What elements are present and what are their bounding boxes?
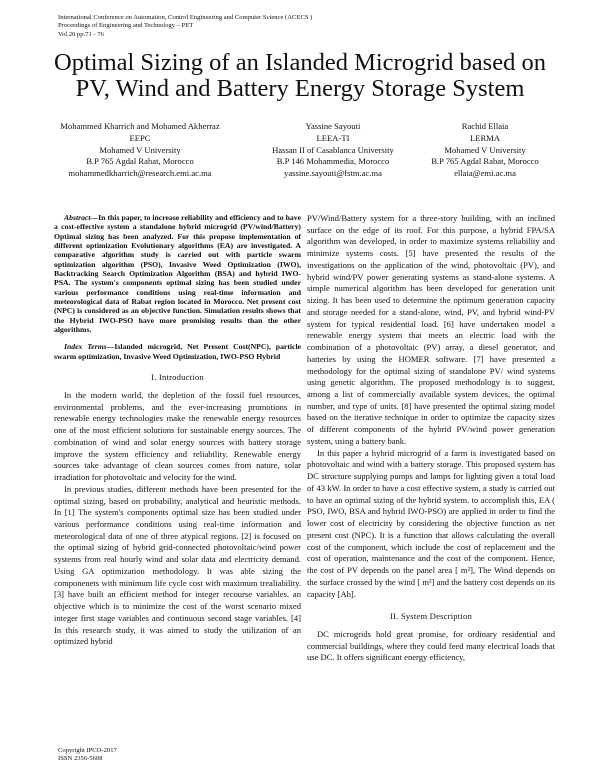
- right-paragraph-1: PV/Wind/Battery system for a three-story building, with an inclined surface on the edge of its roof. For this purpose, a hybrid FPA/SA algorithm was developed, in order to maximize systems reliability and minimize systems costs. [5] have presented the results of the investigations on the application of the wind, photovoltaic (PV), and hybrid wind/PV power generating systems as stand-alone systems. A simple numerical algorithm has been developed for generation unit sizing. It has been used to determine the optimum generation capacity and storage needed for a stand-alone, wind, PV, and hybrid wind-PV system for typical residential load. [6] have undertaken model a renewable energy system that meets an electric load with the combination of a photovoltaic (PV) array, a diesel generator, and batteries by using the HOMER software. [7] have presented a methodology for the optimal sizing of standalone PV/ wind systems using genetic algorithm. The proposed methodology is to suggest, among a list of commercially available system devices, the optimal number, and type of units. [8] have presented the optimal sizing model based on the iterative technique in order to optimize the capacity sizes of different components of the hybrid PV/wind power generation system, using a battery bank.: [307, 213, 555, 446]
- right-column: [307, 213, 555, 664]
- index-terms: [54, 342, 301, 361]
- intro-paragraph-1: In the modern world, the depletion of the fossil fuel resources, environmental problems, and the ever-increasing promotions in renewable energy technologies make the renewable energy resources one of the most efficient solutions for sustainable energy sources. The combination of wind and solar energy sources with battery storage improve the system efficiency and reliability. Renewable energy sources take advantage of clean sources comes from nature, solar irradiation for photovoltaic and velocity for the wind.: [54, 389, 301, 483]
- footer-copyright: Copyright IPCO-2017: [58, 747, 117, 754]
- header-line-3: Vol.20 pp.71 - 76: [58, 30, 104, 38]
- left-column: [54, 213, 301, 648]
- author-name: Mohammed Kharrich and Mohamed Akherraz: [60, 121, 220, 131]
- intro-paragraph-2: In previous studies, different methods have been presented for the optimal sizing, based on probability, analytical and heuristic methods. In [1] The system's components optimal size has been studied under various performance conditions using real-time information and meteorological data of one of three atypical regions. [2] is focused on the optimal sizing of hybrid grid-connected photovoltaic/wind power systems from real hourly wind and solar data and electricity demand. Using GA optimization methodology. It was able sizing the componenets with minimum life cycle cost with maximum trealiability. [3] have built an efficient method for integer recourse variables. an objective which is to minimize the cost of the worst scenario mixed integer first stage variables and continuous second stage variables. [4] In this research study, it was aimed to study the utilization of an optimized hybrid: [54, 483, 301, 647]
- author-addr: B.P 146 Mohammedia, Morocco: [276, 156, 390, 167]
- footer-issn: ISSN 2356-5608: [58, 755, 103, 762]
- index-terms-text: Islanded microgrid, Net Present Cost(NPC), particle swarm optimization, Invasive Weed Optimization, IWO-PSO Hybrid: [54, 342, 301, 361]
- conference-header: [58, 14, 312, 39]
- author-email: yassine.sayouti@fstm.ac.ma: [284, 168, 382, 179]
- header-line-2: Proceedings of Engineering and Technology – PET: [58, 22, 194, 30]
- author-univ: Hassan II of Casablanca University: [272, 144, 394, 155]
- system-paragraph-1: DC microgrids hold great promise, for ordinary residential and commercial buildings, where they could feed many electrical loads that use DC. It offers significant energy efficiency,: [307, 628, 555, 663]
- header-line-1: International Conference on Automation, Control Engineering and Computer Science (ACECS ): [58, 14, 313, 21]
- author-email: ellaia@emi.ac.ma: [454, 168, 516, 179]
- author-block-3: [420, 121, 550, 180]
- author-dept: EEPC: [129, 132, 151, 143]
- author-dept: LEEA-TI: [316, 132, 350, 143]
- author-block-2: [248, 121, 418, 180]
- right-paragraph-2: In this paper a hybrid microgrid of a farm is investigated based on photovoltaic and wind with a battery storage. This proposed system has DC structure supplying pumps and lamps for lighting given a total load of 43 kW. In order to have a cost effective system, a study is carried out to have an optimal sizing of the hybrid system. to accomplish this, EA ( PSO, IWO, BSA and hybrid IWO-PSO) are applied in order to find the lower cost of electricity by considering the objective function as net present cost (NPC). It is a function that allows calculating the overall cost of the component, which include the cost of replacement and the cost of operation, maintenance and the cost of the component. Hence, the cost of PV depends on the panel area [ m²], The Wind depends on the surface crossed by the wind [ m²] and the battery cost depends on its capacity [Ah].: [307, 447, 555, 599]
- author-email: mohammedkharrich@research.emi.ac.ma: [68, 168, 212, 179]
- section-heading-system-description: II. System Description: [390, 611, 472, 622]
- author-addr: B.P 765 Agdal Rabat, Morocco: [431, 156, 539, 167]
- author-block-1: [40, 121, 240, 180]
- index-terms-lead: Index Terms—: [64, 342, 115, 352]
- page-footer: [58, 747, 117, 763]
- author-name: Yassine Sayouti: [305, 121, 361, 131]
- abstract: [54, 213, 301, 334]
- abstract-lead: Abstract—: [64, 213, 99, 222]
- paper-title: Optimal Sizing of an Islanded Microgrid based on PV, Wind and Battery Energy Storage System: [54, 49, 546, 102]
- author-addr: B.P 765 Agdal Rabat, Morocco: [86, 156, 194, 167]
- author-name: Rachid Ellaia: [461, 121, 509, 131]
- author-univ: Mohamed V University: [444, 144, 526, 155]
- abstract-text: In this paper, to increase reliability and efficiency and to have a cost-effective system a standalone hybrid microgrid (PV/wind/Battery) Optimal sizing has been analyzed. For this propose implementation of different optimization Evolutionary algorithms (EA) are investigated. A comparative algorithm study is carried out with particle swarm optimization algorithm (PSO), Invasive Weed Optimization (IWO), Backtracking Search Optimization Algorithm (BSA) and hybrid IWO-PSA. The system's components optimal sizing has been studied under various performance conditions using real-time information and meteorological data of Rabat region located in Morocco. Net present cost (NPC) is considered as an objective function. Simulation results shows that the Hybrid IWO-PSO have more promising results than the other algorithms.: [54, 213, 301, 335]
- section-heading-introduction: I. Introduction: [151, 372, 204, 383]
- author-univ: Mohamed V University: [99, 144, 181, 155]
- author-dept: LERMA: [469, 132, 501, 143]
